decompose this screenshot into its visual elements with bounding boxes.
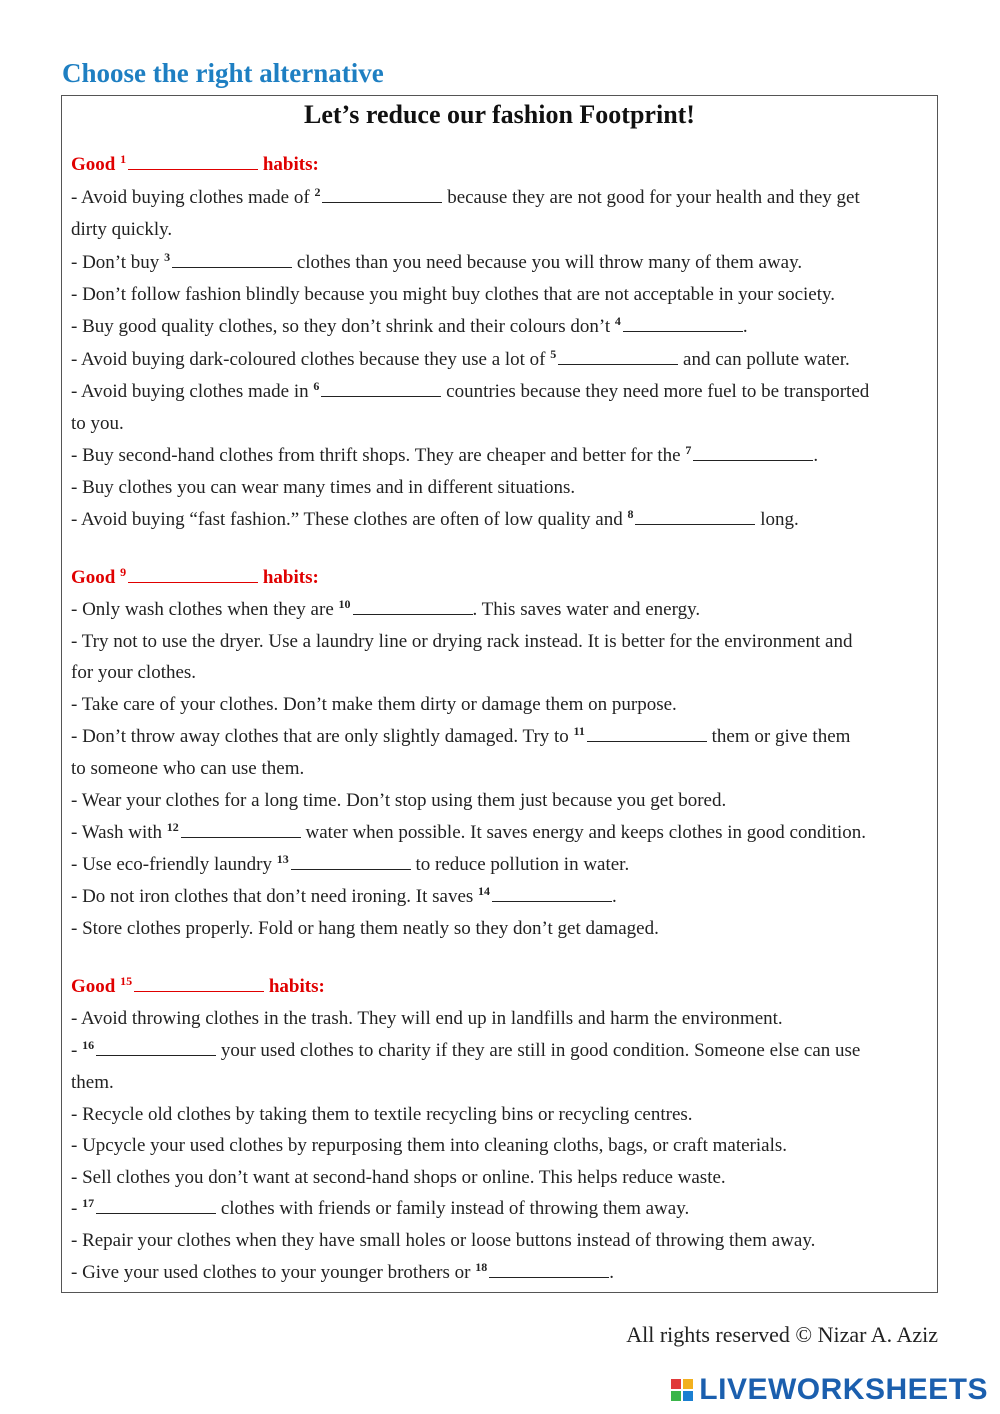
liveworksheets-logo (671, 1372, 988, 1408)
logo-mark-icon (671, 1379, 693, 1401)
sentence-text: . (742, 316, 748, 337)
blank-number: 15 (120, 973, 133, 988)
sentence-text: habits: (264, 976, 325, 997)
sentence-line (71, 346, 850, 371)
section-heading (71, 151, 319, 176)
blank-number: 7 (685, 442, 692, 457)
sentence-line (71, 758, 304, 780)
sentence-line (71, 723, 851, 748)
sentence-text: dirty quickly. (71, 219, 173, 240)
sentence-text: - Wear your clothes for a long time. Don’t stop using them just because you get bored. (71, 790, 727, 811)
answer-blank[interactable] (128, 154, 258, 170)
answer-blank[interactable] (635, 509, 755, 525)
answer-blank[interactable] (134, 976, 264, 992)
sentence-text: - Don’t follow fashion blindly because you might buy clothes that are not acceptable in your society. (71, 284, 836, 305)
sentence-text: to you. (71, 413, 124, 434)
sentence-text: . (612, 886, 617, 907)
sentence-text: - Sell clothes you don’t want at second-hand shops or online. This helps reduce waste. (71, 1167, 726, 1188)
sentence-text: - Use eco-friendly laundry (71, 854, 277, 875)
sentence-line (71, 1135, 787, 1157)
sentence-text: - Only wash clothes when they are (71, 599, 339, 620)
sentence-line (71, 918, 659, 940)
blank-number: 5 (550, 346, 557, 361)
blank-number: 2 (314, 184, 321, 199)
sentence-line (71, 790, 726, 812)
answer-blank[interactable] (623, 316, 743, 332)
sentence-line (71, 184, 860, 209)
answer-blank[interactable] (96, 1040, 216, 1056)
sentence-text: countries because they need more fuel to be transported (441, 381, 870, 402)
logo-square (683, 1391, 693, 1401)
sentence-line (71, 1167, 726, 1189)
sentence-line (71, 284, 835, 306)
sentence-text: - Buy good quality clothes, so they don’t shrink and their colours don’t (71, 316, 615, 337)
answer-blank[interactable] (172, 252, 292, 268)
sentence-text: habits: (258, 567, 319, 588)
sentence-text: - Upcycle your used clothes by repurposing them into cleaning cloths, bags, or craft materials. (71, 1135, 787, 1156)
sentence-text: - Buy clothes you can wear many times and in different situations. (71, 477, 576, 498)
sentence-line (71, 596, 701, 621)
blank-number: 18 (475, 1259, 488, 1274)
blank-number: 17 (82, 1195, 95, 1210)
sentence-text: - Take care of your clothes. Don’t make them dirty or damage them on purpose. (71, 694, 677, 715)
sentence-line (71, 313, 748, 338)
logo-square (671, 1379, 681, 1389)
blank-number: 4 (614, 313, 621, 328)
worksheet-instruction: Choose the right alternative (62, 58, 384, 88)
sentence-line (71, 477, 575, 499)
sentence-text: because they are not good for your health and they get (442, 187, 860, 208)
sentence-text: for your clothes. (71, 662, 197, 683)
blank-number: 13 (276, 851, 289, 866)
answer-blank[interactable] (181, 822, 301, 838)
logo-square (683, 1379, 693, 1389)
sentence-text: habits: (258, 154, 319, 175)
copyright-notice: All rights reserved © Nizar A. Aziz (626, 1322, 938, 1347)
sentence-line (71, 1008, 783, 1030)
sentence-text: clothes than you need because you will throw many of them away. (292, 252, 803, 273)
sentence-text: water when possible. It saves energy and keeps clothes in good condition. (300, 822, 867, 843)
sentence-text: and can pollute water. (678, 349, 850, 370)
sentence-text: - (71, 1198, 83, 1219)
sentence-line (71, 1195, 690, 1220)
section-heading (71, 564, 319, 589)
answer-blank[interactable] (291, 854, 411, 870)
worksheet-box (61, 95, 938, 1293)
blank-number: 3 (164, 249, 171, 264)
sentence-line (71, 694, 677, 716)
blank-number: 11 (573, 723, 585, 738)
answer-blank[interactable] (353, 599, 473, 615)
sentence-line (71, 1072, 114, 1094)
sentence-line (71, 378, 870, 403)
sentence-text: - Avoid buying dark-coloured clothes because they use a lot of (71, 349, 551, 370)
sentence-text: clothes with friends or family instead of throwing them away. (216, 1198, 690, 1219)
sentence-line (71, 249, 803, 274)
answer-blank[interactable] (489, 1262, 609, 1278)
sentence-text: Good (71, 976, 121, 997)
sentence-text: - Avoid buying clothes made in (71, 381, 314, 402)
sentence-text: - Don’t throw away clothes that are only slightly damaged. Try to (71, 726, 574, 747)
sentence-text: to reduce pollution in water. (410, 854, 630, 875)
worksheet-title: Let’s reduce our fashion Footprint! (304, 100, 695, 129)
logo-text: LIVEWORKSHEETS (699, 1373, 988, 1406)
sentence-line (71, 883, 617, 908)
sentence-line (71, 442, 819, 467)
sentence-text: - Avoid buying clothes made of (71, 187, 315, 208)
blank-number: 9 (120, 564, 127, 579)
blank-number: 6 (313, 378, 320, 393)
sentence-text: - Try not to use the dryer. Use a laundry line or drying rack instead. It is better for the environment and (71, 631, 853, 652)
answer-blank[interactable] (587, 726, 707, 742)
sentence-line (71, 219, 172, 241)
sentence-text: - Store clothes properly. Fold or hang them neatly so they don’t get damaged. (71, 918, 659, 939)
section-heading (71, 973, 325, 998)
sentence-line (71, 506, 799, 531)
sentence-text: - Give your used clothes to your younger brothers or (71, 1262, 476, 1283)
answer-blank[interactable] (322, 187, 442, 203)
sentence-text: . (813, 445, 819, 466)
sentence-line (71, 1037, 861, 1062)
sentence-text: . This saves water and energy. (472, 599, 701, 620)
sentence-text: - Wash with (71, 822, 167, 843)
answer-blank[interactable] (558, 349, 678, 365)
sentence-line (71, 662, 196, 684)
sentence-text: to someone who can use them. (71, 758, 305, 779)
sentence-line (71, 851, 630, 876)
answer-blank[interactable] (693, 445, 813, 461)
blank-number: 12 (166, 819, 179, 834)
sentence-text: Good (71, 567, 121, 588)
sentence-line (71, 631, 852, 653)
sentence-text: Good (71, 154, 121, 175)
blank-number: 10 (338, 596, 351, 611)
sentence-line (71, 1259, 614, 1284)
sentence-text: - Do not iron clothes that don’t need ironing. It saves (71, 886, 479, 907)
logo-square (671, 1391, 681, 1401)
sentence-text: - Buy second-hand clothes from thrift shops. They are cheaper and better for the (71, 445, 686, 466)
sentence-text: - (71, 1040, 83, 1061)
blank-number: 14 (478, 883, 491, 898)
sentence-text: - Don’t buy (71, 252, 165, 273)
sentence-text: - Recycle old clothes by taking them to textile recycling bins or recycling centres. (71, 1104, 693, 1125)
sentence-text: your used clothes to charity if they are still in good condition. Someone else can use (216, 1040, 861, 1061)
sentence-text: - Repair your clothes when they have small holes or loose buttons instead of throwing them away. (71, 1230, 816, 1251)
sentence-text: them or give them (706, 726, 851, 747)
blank-number: 16 (82, 1037, 95, 1052)
answer-blank[interactable] (492, 886, 612, 902)
blank-number: 8 (627, 506, 634, 521)
sentence-text: - Avoid buying “fast fashion.” These clothes are often of low quality and (71, 509, 628, 530)
sentence-line (71, 1104, 693, 1126)
answer-blank[interactable] (96, 1198, 216, 1214)
sentence-text: . (609, 1262, 614, 1283)
sentence-text: long. (755, 509, 799, 530)
blank-number: 1 (120, 151, 127, 166)
answer-blank[interactable] (321, 381, 441, 397)
sentence-text: them. (71, 1072, 114, 1093)
sentence-line (71, 413, 124, 435)
sentence-text: - Avoid throwing clothes in the trash. They will end up in landfills and harm the environment. (71, 1008, 783, 1029)
answer-blank[interactable] (128, 567, 258, 583)
sentence-line (71, 1230, 815, 1252)
sentence-line (71, 819, 867, 844)
